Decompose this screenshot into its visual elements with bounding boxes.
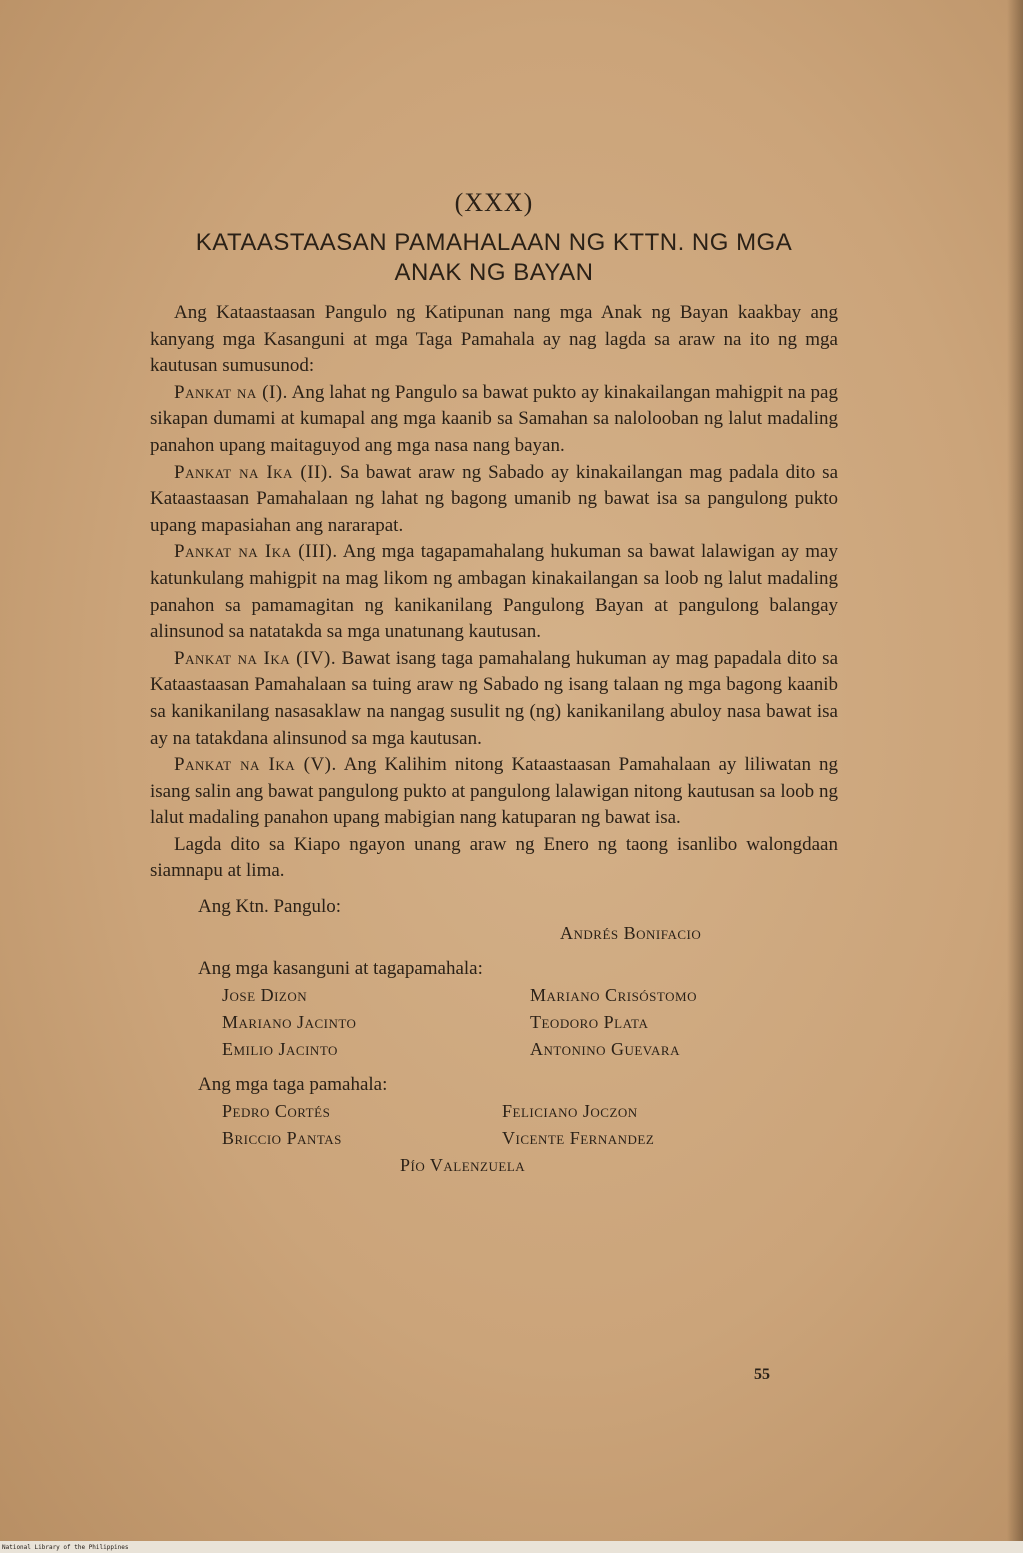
officers-label: Ang mga taga pamahala: (198, 1074, 388, 1096)
article-5-heading: Pankat na Ika (V). (174, 754, 337, 776)
chapter-number: (XXX) (454, 188, 534, 217)
officer-name: Pedro Cortés (222, 1101, 331, 1122)
scan-bottom-edge (0, 1541, 1023, 1553)
page-gutter-shadow (1007, 0, 1023, 1553)
page-number: 55 (754, 1366, 770, 1383)
title-line-2: ANAK NG BAYAN (394, 259, 594, 286)
article-3 (150, 539, 838, 645)
article-4-heading: Pankat na Ika (IV). (174, 647, 337, 669)
article-2-text: Sa bawat araw ng Sabado ay kinakailangan mag padala dito sa Kataastaasan Pamahalaan ng lahat ng bagong umanib ng bawat isa sa pangulong pukto upang mapasiahan ang nararapat. (150, 461, 839, 536)
article-3-heading: Pankat na Ika (III). (174, 541, 338, 563)
article-4 (150, 646, 838, 752)
article-1 (150, 380, 838, 460)
document-page (150, 188, 838, 1179)
officer-name: Feliciano Joczon (502, 1101, 638, 1122)
library-credit: National Library of the Philippines (2, 1544, 129, 1551)
officers-list (222, 1098, 838, 1152)
president-signature: Andrés Bonifacio (560, 923, 702, 944)
article-2-heading: Pankat na Ika (II). (174, 461, 333, 483)
intro-paragraph: Ang Kataastaasan Pangulo ng Katipunan nang mga Anak ng Bayan kaakbay ang kanyang mga Kasanguni at mga Taga Pamahala ay nag lagda sa araw na ito ng mga kautusan sumusunod: (150, 302, 838, 377)
councilors-label: Ang mga kasanguni at tagapamahala: (198, 958, 483, 980)
officer-name-last: Pío Valenzuela (400, 1155, 526, 1176)
councilor-name: Mariano Crisóstomo (530, 985, 697, 1006)
president-label: Ang Ktn. Pangulo: (198, 896, 342, 918)
councilor-name: Emilio Jacinto (222, 1039, 338, 1060)
councilor-name: Mariano Jacinto (222, 1012, 357, 1033)
councilor-name: Teodoro Plata (530, 1012, 649, 1033)
article-1-heading: Pankat na (I). (174, 381, 288, 403)
article-4-text: Bawat isang taga pamahalang hukuman ay mag papadala dito sa Kataastaasan Pamahalaan sa tuing araw ng Sabado ng isang talaan ng mga bagong kaanib sa kanikanilang nasasaklaw na nangag susulit ng (ng) kanikanilang abuloy nasa bawat isa ay na tatakdana alinsunod sa mga kautusan. (150, 647, 838, 749)
councilor-name: Jose Dizon (222, 985, 308, 1006)
councilor-name: Antonino Guevara (530, 1039, 680, 1060)
title-line-1: KATAASTAASAN PAMAHALAAN NG KTTN. NG MGA (195, 229, 793, 256)
article-3-text: Ang mga tagapamahalang hukuman sa bawat lalawigan ay may katunkulang mahigpit na mag likom ng ambagan kinakailangan sa loob ng lalut madaling panahon sa pamamagitan ng kanikanilang Pangulong Bayan at pangulong balangay alinsunod sa natatakda sa mga unatunang kautusan. (150, 541, 838, 643)
article-2 (150, 460, 838, 540)
closing-paragraph: Lagda dito sa Kiapo ngayon unang araw ng Enero ng taong isanlibo walongdaan siamnapu at lima. (150, 833, 838, 882)
councilors-list (222, 982, 838, 1063)
officer-name: Vicente Fernandez (502, 1128, 655, 1149)
document-title (150, 228, 838, 288)
article-5-text: Ang Kalihim nitong Kataastaasan Pamahalaan ay liliwatan ng isang salin ang bawat pangulong pukto at pangulong lalawigan nitong kautusan sa loob ng lalut madaling panahon upang mabigian nang katuparan ng bawat isa. (150, 754, 838, 829)
article-1-text: Ang lahat ng Pangulo sa bawat pukto ay kinakailangan mahigpit na pag sikapan dumami at kumapal ang mga kaanib sa Samahan sa nalolooban ng lalut madaling panahon upang maitaguyod ang mga nasa nang bayan. (150, 381, 838, 456)
officer-name: Briccio Pantas (222, 1128, 342, 1149)
article-5 (150, 752, 838, 832)
